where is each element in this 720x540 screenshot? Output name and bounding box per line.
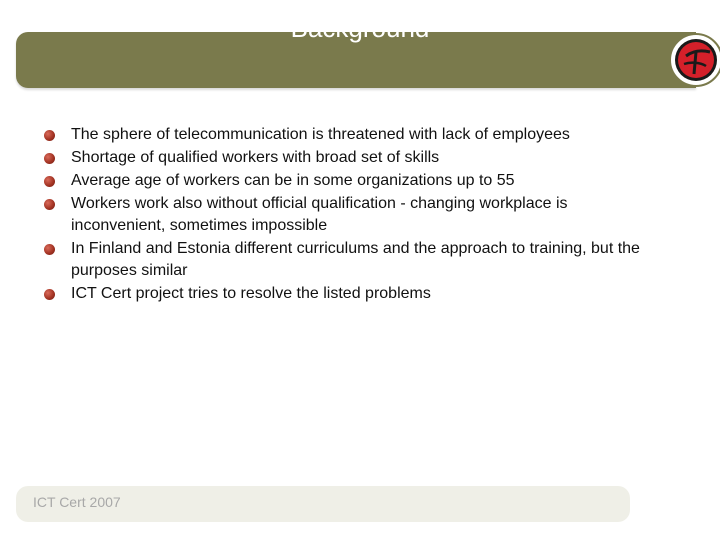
bullet-icon [44,176,55,187]
bullet-text: Average age of workers can be in some organizations up to 55 [71,172,515,189]
bullet-icon [44,130,55,141]
list-item [44,124,664,146]
logo-icon [666,32,720,92]
list-item [44,193,664,237]
bullet-icon [44,289,55,300]
slide-title: Background [290,13,430,43]
list-item [44,147,664,169]
bullet-text: ICT Cert project tries to resolve the listed problems [71,285,431,302]
bullet-text: Workers work also without official qualification - changing workplace is inconvenient, sometimes impossible [71,195,568,234]
list-item [44,238,664,282]
bullet-text: Shortage of qualified workers with broad set of skills [71,149,440,166]
bullet-text: The sphere of telecommunication is threatened with lack of employees [71,126,570,143]
list-item [44,170,664,192]
bullet-list [44,124,664,306]
bullet-text: In Finland and Estonia different curriculums and the approach to training, but the purposes similar [71,240,640,279]
bullet-icon [44,244,55,255]
list-item [44,283,664,305]
footer-text: ICT Cert 2007 [33,494,121,510]
bullet-icon [44,199,55,210]
bullet-icon [44,153,55,164]
